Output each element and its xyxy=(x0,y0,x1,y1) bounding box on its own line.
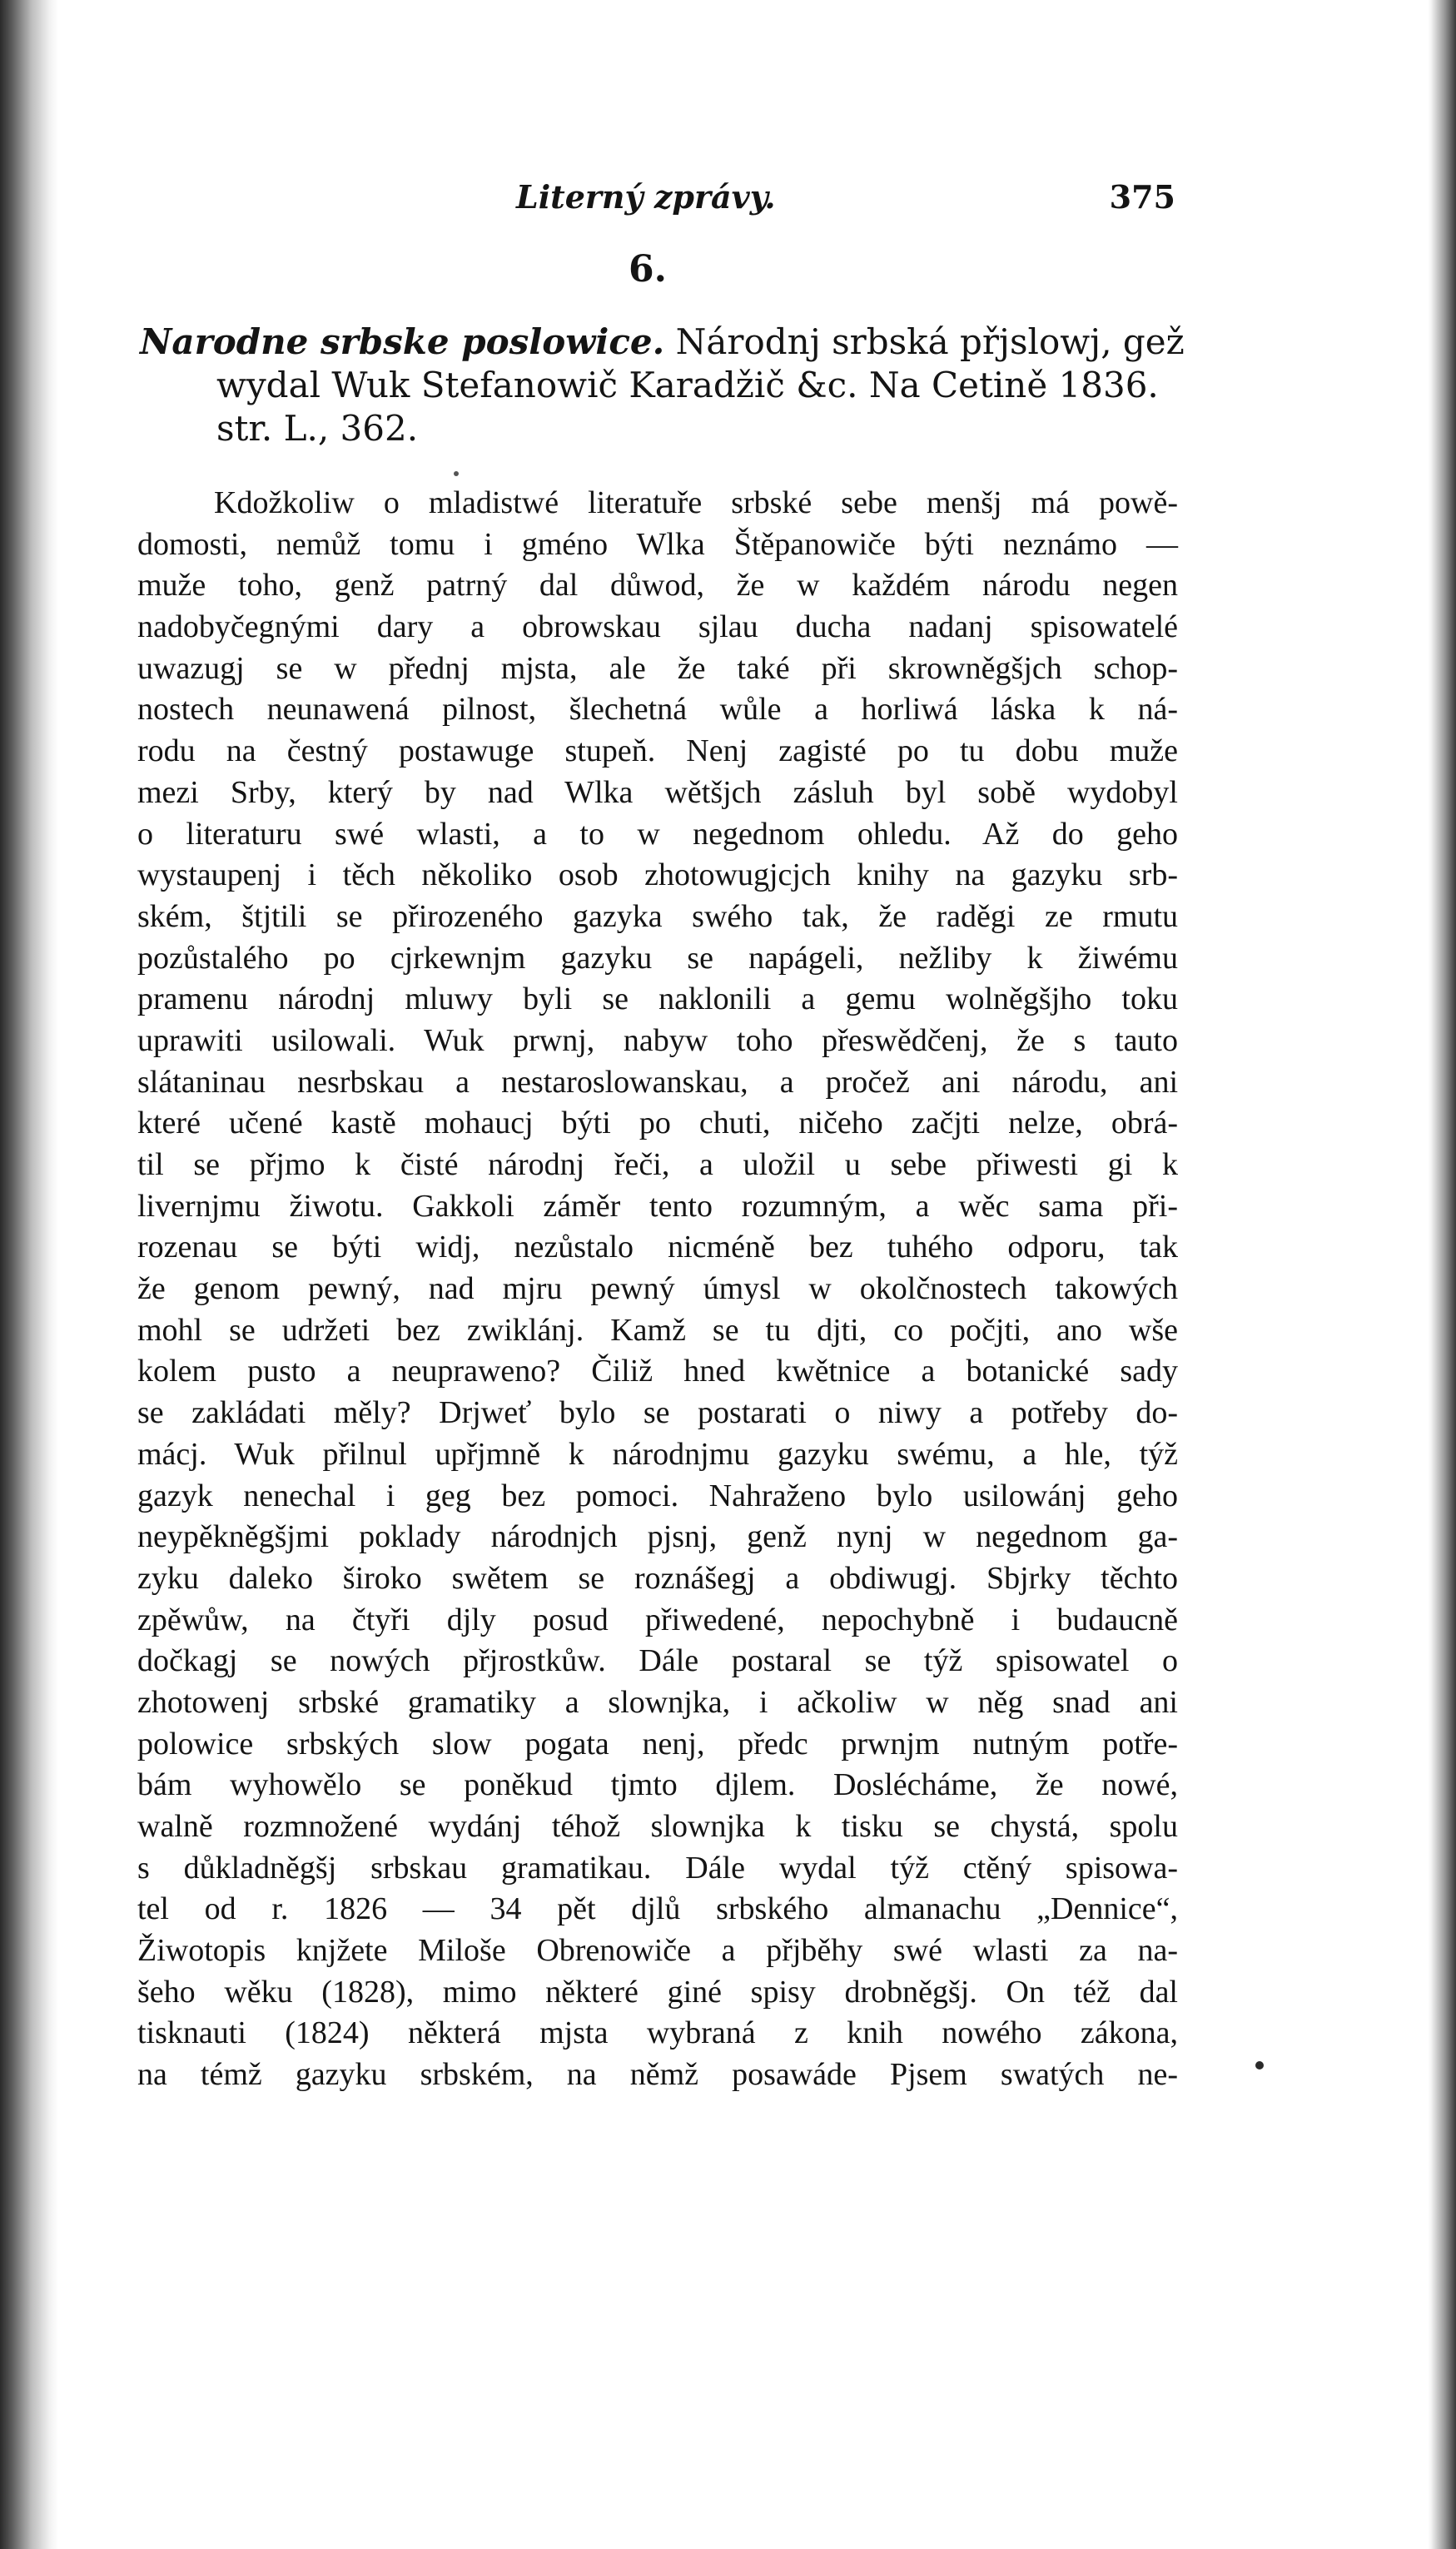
body-line: bám wyhowělo se poněkud tjmto djlem. Doslécháme, že nowé, xyxy=(137,1767,1178,1803)
body-line: na témž gazyku srbském, na němž posawáde Pjsem swatých ne- xyxy=(137,2057,1178,2093)
running-title: Literný zprávy. xyxy=(516,178,776,216)
running-head xyxy=(133,178,1175,228)
body-line: rodu na čestný postawuge stupeň. Nenj zagisté po tu dobu muže xyxy=(137,733,1178,769)
body-line: walně rozmnožené wydánj téhož slownjka k tisku se chystá, spolu xyxy=(137,1809,1178,1844)
scanned-page-right-edge xyxy=(1428,0,1456,2549)
body-line: mácj. Wuk přilnul upřjmně k národnjmu gazyku swému, a hle, týž xyxy=(137,1436,1178,1472)
body-line: neypěkněgšjmi poklady národnjch pjsnj, genž nynj w negednom ga- xyxy=(137,1519,1178,1555)
scan-dot xyxy=(454,471,459,476)
body-line: tisknauti (1824) některá mjsta wybraná z knih nowého zákona, xyxy=(137,2015,1178,2051)
body-line: že genom pewný, nad mjru pewný úmysl w okolčnostech takowých xyxy=(137,1271,1178,1307)
body-line: se zakládati měly? Drjweť bylo se postarati o niwy a potřeby do- xyxy=(137,1395,1178,1431)
scanned-page-left-edge xyxy=(0,0,58,2549)
body-line: wystaupenj i těch několiko osob zhotowugjcjch knihy na gazyku srb- xyxy=(137,857,1178,893)
scan-speck xyxy=(1255,2061,1264,2070)
body-line: dočkagj se nowých přjrostkůw. Dále postaral se týž spisowatel o xyxy=(137,1643,1178,1679)
body-line: gazyk nenechal i geg bez pomoci. Nahraženo bylo usilowánj geho xyxy=(137,1478,1178,1513)
entry-title-czech: Národnj srbská přjslowj, gež xyxy=(664,321,1185,362)
entry-title xyxy=(140,320,1185,450)
body-text xyxy=(137,483,1178,2096)
body-line: pozůstalého po cjrkewnjm gazyku se napágeli, nežliby k žiwému xyxy=(137,940,1178,976)
body-line: o literaturu swé wlasti, a to w negednom ohledu. Až do geho xyxy=(137,816,1178,852)
body-line: ském, štjtili se přirozeného gazyka swého tak, že raděgi ze rmutu xyxy=(137,898,1178,934)
body-line: pramenu národnj mluwy byli se naklonili a gemu wolněgšjho toku xyxy=(137,981,1178,1017)
body-line: til se přjmo k čisté národnj řeči, a uložil u sebe přiwesti gi k xyxy=(137,1147,1178,1182)
body-line: kolem pusto a neupraweno? Čiliž hned kwětnice a botanické sady xyxy=(137,1354,1178,1389)
entry-title-line-1 xyxy=(140,320,1185,364)
body-line: které učené kastě mohaucj býti po chuti, ničeho začjti nelze, obrá- xyxy=(137,1106,1178,1141)
entry-title-line-3: str. L., 362. xyxy=(216,408,419,449)
body-line: šeho wěku (1828), mimo některé giné spisy drobněgšj. On též dal xyxy=(137,1974,1178,2010)
body-line: zyku daleko široko swětem se roznášegj a obdiwugj. Sbjrky těchto xyxy=(137,1560,1178,1596)
body-line: uwazugj se w přednj mjsta, ale že také při skrowněgšjch schop- xyxy=(137,650,1178,686)
body-line: muže toho, genž patrný dal důwod, že w každém národu negen xyxy=(137,568,1178,604)
body-line: Žiwotopis knjžete Miloše Obrenowiče a přjběhy swé wlasti za na- xyxy=(137,1933,1178,1969)
body-line: tel od r. 1826 — 34 pět djlů srbského almanachu „Dennice“, xyxy=(137,1891,1178,1927)
body-line: livernjmu žiwotu. Gakkoli záměr tento rozumným, a wěc sama při- xyxy=(137,1188,1178,1224)
body-line: nadobyčegnými dary a obrowskau sjlau ducha nadanj spisowatelé xyxy=(137,609,1178,645)
body-line: rozenau se býti widj, nezůstalo nicméně bez tuhého odporu, tak xyxy=(137,1230,1178,1265)
body-line: slátaninau nesrbskau a nestaroslowanskau, a pročež ani národu, ani xyxy=(137,1064,1178,1100)
entry-title-line-2: wydal Wuk Stefanowič Karadžič &c. Na Cetině 1836. xyxy=(216,365,1159,405)
body-line: polowice srbských slow pogata nenj, předc prwnjm nutným potře- xyxy=(137,1726,1178,1761)
body-line: zpěwůw, na čtyři djly posud přiwedené, nepochybně i budaucně xyxy=(137,1602,1178,1637)
body-line: mohl se udržeti bez zwiklánj. Kamž se tu djti, co počjti, ano wše xyxy=(137,1312,1178,1348)
page-number: 375 xyxy=(1109,178,1175,216)
section-number: 6. xyxy=(629,248,667,291)
body-line: s důkladněgšj srbskau gramatikau. Dále wydal týž ctěný spisowa- xyxy=(137,1850,1178,1886)
body-line: uprawiti usilowali. Wuk prwnj, nabyw toho přeswědčenj, že s tauto xyxy=(137,1022,1178,1058)
body-line: domosti, nemůž tomu i gméno Wlka Štěpanowiče býti neznámo — xyxy=(137,526,1178,562)
body-line: mezi Srby, který by nad Wlka wětšjch zásluh byl sobě wydobyl xyxy=(137,774,1178,810)
body-line: Kdožkoliw o mladistwé literatuře srbské sebe menšj má powě- xyxy=(214,485,1178,520)
entry-title-latin: Narodne srbske poslowice. xyxy=(140,321,665,362)
body-line: nostech neunawená pilnost, šlechetná wůle a horliwá láska k ná- xyxy=(137,692,1178,728)
body-line: zhotowenj srbské gramatiky a slownjka, i ačkoliw w něg snad ani xyxy=(137,1684,1178,1720)
